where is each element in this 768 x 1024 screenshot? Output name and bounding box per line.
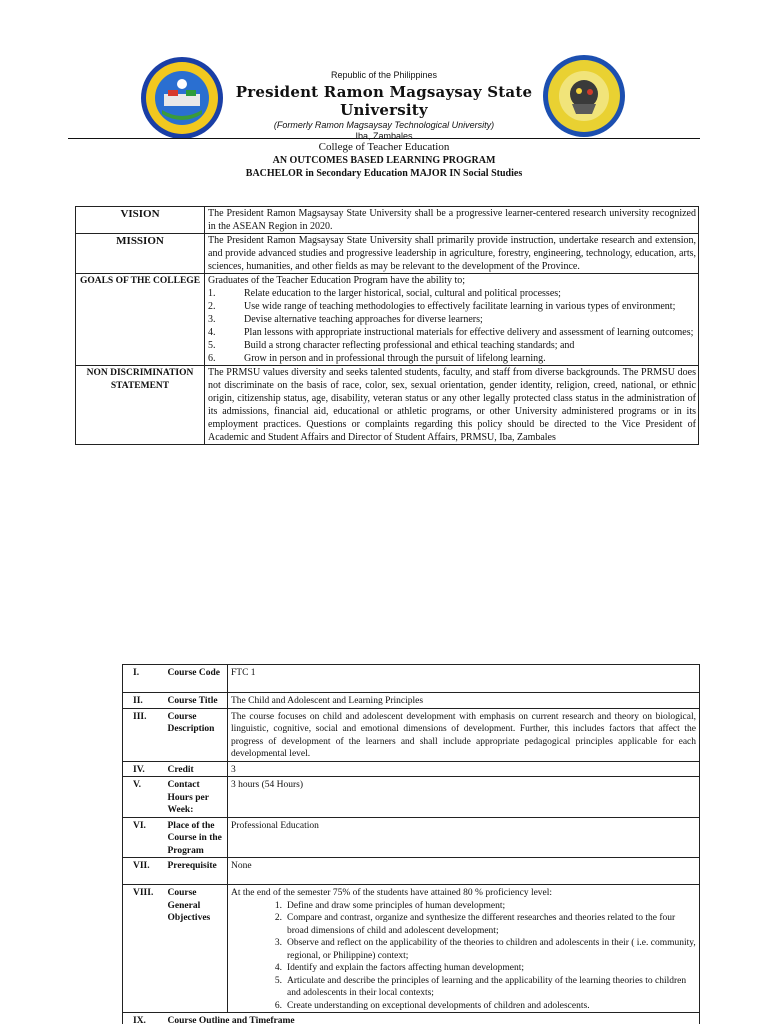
- objective-text: Identify and explain the factors affecting human development;: [287, 963, 524, 973]
- row-label: Course General Objectives: [158, 885, 228, 1013]
- nondiscrimination-row: [76, 366, 699, 445]
- goal-number: 4.: [208, 327, 216, 338]
- goals-label: GOALS OF THE COLLEGE: [76, 274, 205, 366]
- objective-number: 6.: [274, 1000, 282, 1011]
- course-objectives-row: [123, 885, 700, 1013]
- row-number: VII.: [123, 858, 158, 885]
- objective-text: Articulate and describe the principles of learning and the applicability of the learning theories to children and adolescents in their local contexts;: [287, 975, 687, 998]
- goal-number: 6.: [208, 353, 216, 364]
- objective-number: 5.: [274, 975, 282, 986]
- goal-item: [208, 287, 696, 300]
- row-label: Course Description: [158, 708, 228, 761]
- course-row: [123, 708, 700, 761]
- vision-text: The President Ramon Magsaysay State University shall be a progressive learner-centered research university recognized in the ASEAN Region in 2020.: [205, 207, 699, 234]
- goals-row: [76, 274, 699, 366]
- goal-text: Build a strong character reflecting professional and ethical teaching standards; and: [244, 340, 575, 351]
- objective-number: 1.: [274, 900, 282, 911]
- goal-number: 5.: [208, 340, 216, 351]
- republic-line: Republic of the Philippines: [330, 70, 438, 80]
- objective-item: [271, 975, 696, 1000]
- row-number: VIII.: [123, 885, 158, 1013]
- goals-cell: [205, 274, 699, 366]
- objectives-intro: At the end of the semester 75% of the students have attained 80 % proficiency level:: [231, 888, 553, 898]
- row-label: Place of the Course in the Program: [158, 817, 228, 858]
- course-row: [123, 777, 700, 818]
- goal-text: Plan lessons with appropriate instructional materials for effective delivery and assessment of learning outcomes;: [244, 327, 694, 338]
- vision-mission-table: [75, 206, 699, 445]
- goal-item: [208, 313, 696, 326]
- mission-text: The President Ramon Magsaysay State University shall primarily provide instruction, undertake research and extension, and provide advanced studies and progressive leadership in agriculture, forestry, engineering, technology, education, arts, sciences, humanities, and other fields as may be relevant to the development of the Province.: [205, 234, 699, 274]
- mission-label: MISSION: [76, 234, 205, 274]
- row-number: IV.: [123, 761, 158, 777]
- mission-row: [76, 234, 699, 274]
- row-value: The Child and Adolescent and Learning Principles: [228, 693, 700, 709]
- address-line: Iba, Zambales: [355, 131, 413, 141]
- nondiscrimination-text: The PRMSU values diversity and seeks talented students, faculty, and staff from diverse backgrounds. The PRMSU does not discriminate on the basis of race, color, sex, sexual orientation, gender identity, religion, creed, national, or ethnic origin, citizenship status, age, disability, veteran status or any other legally protected class status in the administration of its admissions, financial aid, educational or athletic programs, or other University administered programs or in its employment practices. Questions or complaints regarding this policy should be directed to the Vice President of Academic and Student Affairs and Director of Student Affairs, PRMSU, Iba, Zambales: [205, 366, 699, 445]
- row-value: The course focuses on child and adolescent development with emphasis on current research and theory on biological, linguistic, cognitive, social and emotional dimensions of development. Further, this includes factors that affect the progress of development of the learners and shall include appropriate pedagogical principles applicable for each developmental level.: [228, 708, 700, 761]
- goal-item: [208, 300, 696, 313]
- formerly-line: (Formerly Ramon Magsaysay Technological University): [273, 120, 495, 130]
- row-number: VI.: [123, 817, 158, 858]
- objective-item: [271, 900, 696, 913]
- objective-number: 4.: [274, 963, 282, 973]
- row-label: Course Outline and Timeframe: [158, 1013, 700, 1024]
- header-rule: [68, 138, 700, 139]
- goal-item: [208, 339, 696, 352]
- objective-text: Observe and reflect on the applicability of the theories to children and adolescents in their ( i.e. community, regional, or Philippine) context;: [287, 938, 696, 961]
- document-titles: [68, 141, 700, 180]
- vision-label: VISION: [76, 207, 205, 234]
- objectives-cell: [228, 885, 700, 1013]
- objective-item: [271, 912, 696, 937]
- course-row: [123, 858, 700, 885]
- course-row: [123, 665, 700, 693]
- row-value: 3: [228, 761, 700, 777]
- goal-text: Use wide range of teaching methodologies to effectively facilitate learning in various types of environment;: [244, 301, 676, 312]
- goal-item: [208, 352, 696, 365]
- row-label: Course Title: [158, 693, 228, 709]
- row-value: Professional Education: [228, 817, 700, 858]
- objective-item: [271, 962, 696, 975]
- objective-text: Create understanding on exceptional developments of children and adolescents.: [287, 1000, 590, 1011]
- row-value: 3 hours (54 Hours): [228, 777, 700, 818]
- row-label: Credit: [158, 761, 228, 777]
- row-number: V.: [123, 777, 158, 818]
- objective-number: 3.: [274, 938, 282, 948]
- row-number: III.: [123, 708, 158, 761]
- objective-item: [271, 1000, 696, 1013]
- row-number: II.: [123, 693, 158, 709]
- objective-number: 2.: [274, 913, 282, 923]
- document-header: [0, 0, 768, 140]
- course-outline-row: [123, 1013, 700, 1024]
- row-value: FTC 1: [228, 665, 700, 693]
- objective-text: Define and draw some principles of human development;: [287, 900, 506, 911]
- course-row: [123, 693, 700, 709]
- goal-text: Devise alternative teaching approaches for diverse learners;: [244, 314, 483, 325]
- objectives-list: [271, 900, 696, 1013]
- course-row: [123, 817, 700, 858]
- objective-item: [271, 937, 696, 962]
- goal-text: Relate education to the larger historical, social, cultural and political processes;: [244, 288, 561, 299]
- goals-intro: Graduates of the Teacher Education Program have the ability to;: [208, 275, 466, 286]
- goal-number: 3.: [208, 314, 216, 325]
- goal-text: Grow in person and in professional through the pursuit of lifelong learning.: [244, 353, 546, 364]
- goal-number: 1.: [208, 288, 216, 299]
- vision-row: [76, 207, 699, 234]
- row-label: Prerequisite: [158, 858, 228, 885]
- row-label: Course Code: [158, 665, 228, 693]
- program-title: AN OUTCOMES BASED LEARNING PROGRAM: [272, 155, 496, 166]
- university-name: President Ramon Magsaysay State University: [235, 83, 533, 119]
- row-value: None: [228, 858, 700, 885]
- goal-item: [208, 326, 696, 339]
- course-info-table: [122, 664, 700, 1024]
- objective-text: Compare and contrast, organize and synthesize the different researches and theories related to the four broad dimensions of child and adolescent development;: [287, 913, 676, 936]
- row-number: I.: [123, 665, 158, 693]
- goal-number: 2.: [208, 301, 216, 312]
- nondiscrimination-label: NON DISCRIMINATION STATEMENT: [76, 366, 205, 445]
- degree-title: BACHELOR in Secondary Education MAJOR IN Social Studies: [245, 168, 523, 179]
- row-number: IX.: [123, 1013, 158, 1024]
- course-row: [123, 761, 700, 777]
- college-title: College of Teacher Education: [318, 141, 450, 153]
- row-label: Contact Hours per Week:: [158, 777, 228, 818]
